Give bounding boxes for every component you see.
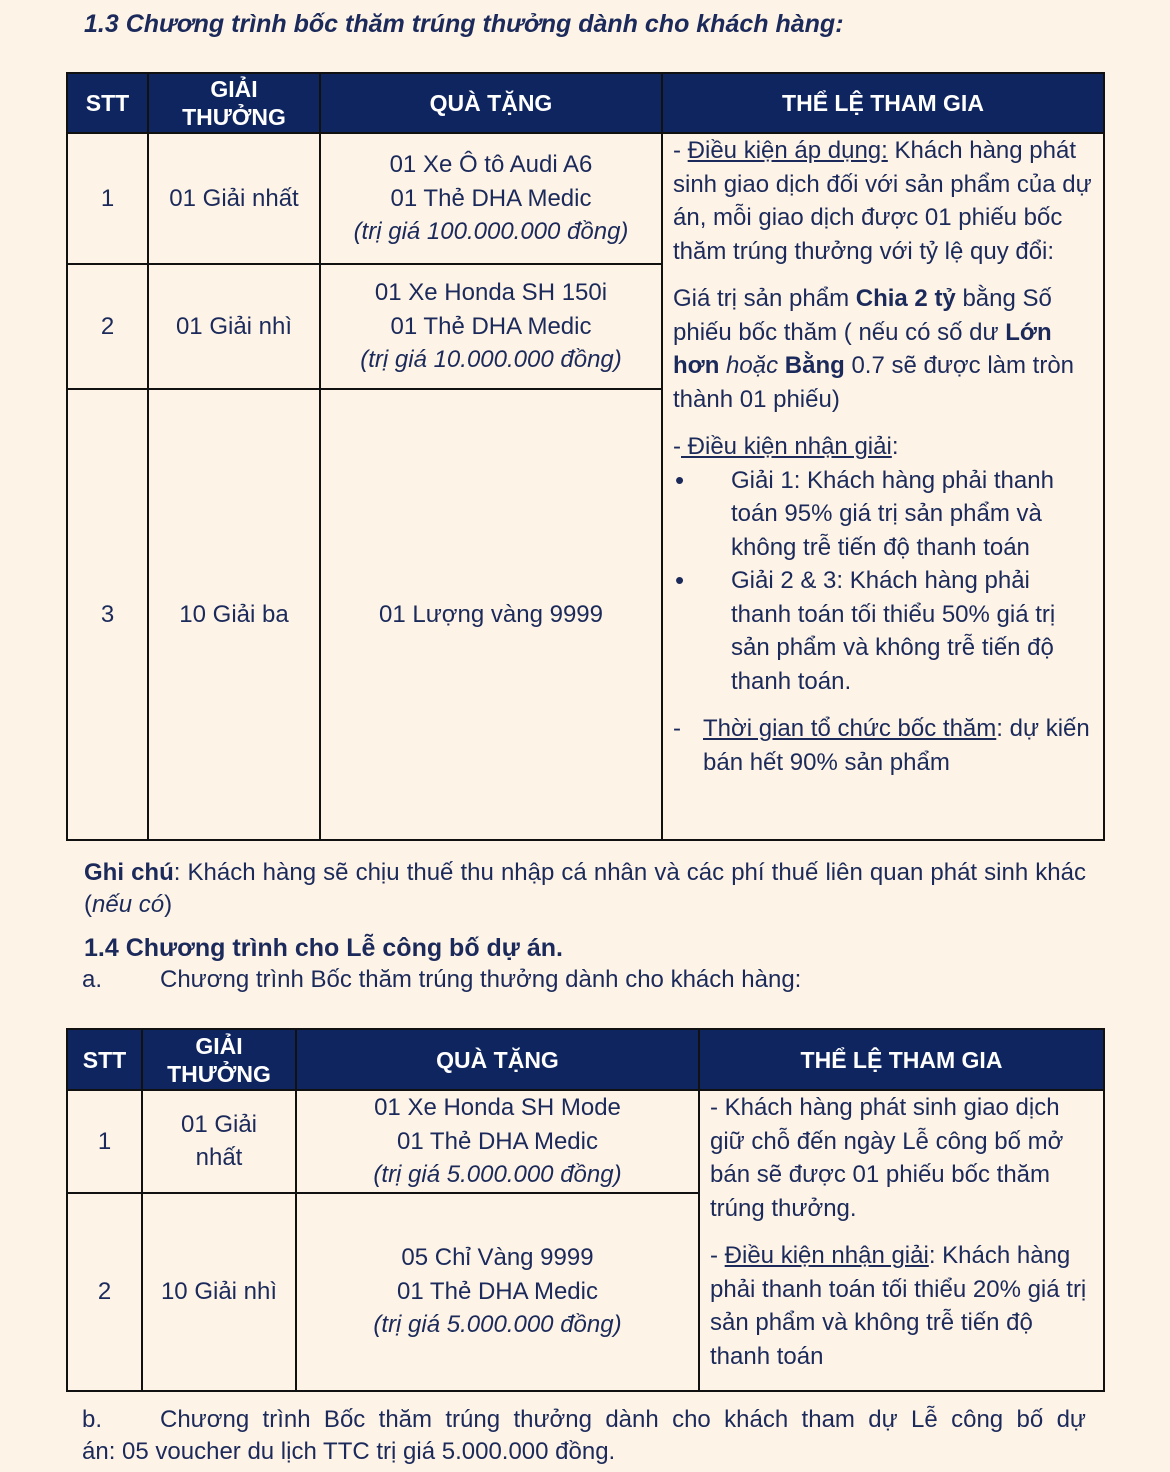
cell-stt: 3 (67, 389, 148, 840)
rules-conversion: Giá trị sản phẩm Chia 2 tỷ bằng Số phiếu bốc thăm ( nếu có số dư Lớn hơn hoặc Bằng 0.7 sẽ được làm tròn thành 01 phiếu) (673, 285, 1075, 413)
cell-stt: 2 (67, 1193, 142, 1391)
note-paragraph: Ghi chú: Khách hàng sẽ chịu thuế thu nhập cá nhân và các phí thuế liên quan phát sinh khác (nếu có) (84, 859, 1086, 918)
subsection-a: a. Chương trình Bốc thăm trúng thưởng dành cho khách hàng: (82, 966, 802, 993)
cell-prize: 01 Giải nhì (148, 264, 320, 389)
list-item: • Giải 1: Khách hàng phải thanh toán 95% giá trị sản phẩm và không trễ tiến độ thanh toán (673, 464, 1093, 565)
header-prize: GIẢI THƯỞNG (142, 1029, 296, 1090)
cell-stt: 1 (67, 133, 148, 264)
cell-prize: 10 Giải nhì (142, 1193, 296, 1391)
rules-draw-time: - Thời gian tổ chức bốc thăm: dự kiến bán hết 90% sản phẩm (673, 715, 1090, 776)
rules-conditions-apply: - Điều kiện áp dụng: Khách hàng phát sinh giao dịch đối với sản phẩm của dự án, mỗi giao dịch được 01 phiếu bốc thăm trúng thưởng với tỷ lệ quy đổi: (673, 137, 1092, 265)
cell-prize: 01 Giải nhất (142, 1090, 296, 1193)
award-conditions-list (673, 464, 1093, 699)
table-header-row (67, 1029, 1104, 1090)
header-gift: QUÀ TẶNG (320, 73, 662, 133)
header-prize: GIẢI THƯỞNG (148, 73, 320, 133)
cell-gift: 05 Chỉ Vàng 9999 01 Thẻ DHA Medic (trị giá 5.000.000 đồng) (296, 1193, 699, 1391)
header-stt: STT (67, 73, 148, 133)
subsection-b: b. Chương trình Bốc thăm trúng thưởng dành cho khách tham dự Lễ công bố dự án: 05 voucher du lịch TTC trị giá 5.000.000 đồng. (82, 1406, 1086, 1465)
table-row (67, 133, 1104, 264)
table-row (67, 1090, 1104, 1193)
table-header-row (67, 73, 1104, 133)
cell-gift: 01 Lượng vàng 9999 (320, 389, 662, 840)
cell-rules (699, 1090, 1104, 1391)
prize-table-1 (66, 72, 1105, 841)
rules-eligibility: - Khách hàng phát sinh giao dịch giữ chỗ đến ngày Lễ công bố mở bán sẽ được 01 phiếu bốc thăm trúng thưởng. (710, 1094, 1064, 1222)
header-rules: THỂ LỆ THAM GIA (662, 73, 1104, 133)
header-gift: QUÀ TẶNG (296, 1029, 699, 1090)
cell-prize: 01 Giải nhất (148, 133, 320, 264)
cell-prize: 10 Giải ba (148, 389, 320, 840)
header-stt: STT (67, 1029, 142, 1090)
section-heading-1-3: 1.3 Chương trình bốc thăm trúng thưởng dành cho khách hàng: (84, 10, 844, 38)
cell-gift: 01 Xe Honda SH 150i 01 Thẻ DHA Medic (trị giá 10.000.000 đồng) (320, 264, 662, 389)
cell-stt: 2 (67, 264, 148, 389)
cell-stt: 1 (67, 1090, 142, 1193)
cell-gift: 01 Xe Ô tô Audi A6 01 Thẻ DHA Medic (trị giá 100.000.000 đồng) (320, 133, 662, 264)
rules-award-conditions: - Điều kiện nhận giải: (673, 433, 899, 460)
list-item: • Giải 2 & 3: Khách hàng phải thanh toán tối thiểu 50% giá trị sản phẩm và không trễ tiến độ thanh toán. (673, 564, 1093, 698)
section-heading-1-4: 1.4 Chương trình cho Lễ công bố dự án. (84, 934, 563, 962)
prize-table-2 (66, 1028, 1105, 1392)
rules-award-conditions: - Điều kiện nhận giải: Khách hàng phải thanh toán tối thiểu 20% giá trị sản phẩm và không trễ tiến độ thanh toán (710, 1242, 1087, 1370)
cell-rules (662, 133, 1104, 840)
cell-gift: 01 Xe Honda SH Mode 01 Thẻ DHA Medic (trị giá 5.000.000 đồng) (296, 1090, 699, 1193)
header-rules: THỂ LỆ THAM GIA (699, 1029, 1104, 1090)
